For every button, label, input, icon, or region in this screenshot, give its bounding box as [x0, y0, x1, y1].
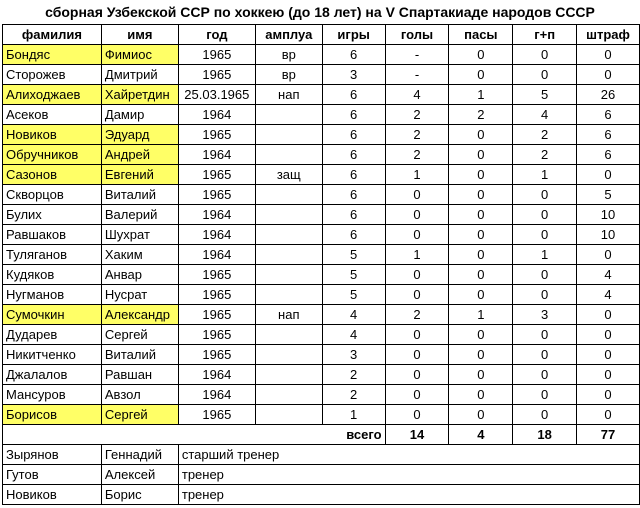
- games-cell: 6: [322, 125, 385, 145]
- role-cell: [255, 285, 322, 305]
- player-row: [3, 145, 640, 165]
- pim-cell: 0: [577, 345, 640, 365]
- year-cell: 1965: [178, 345, 255, 365]
- name-cell: Шухрат: [101, 225, 178, 245]
- year-cell: 1964: [178, 225, 255, 245]
- points-cell: 0: [513, 385, 577, 405]
- goals-cell: 0: [385, 405, 449, 425]
- year-cell: 1964: [178, 365, 255, 385]
- goals-cell: 0: [385, 365, 449, 385]
- pim-cell: 0: [577, 365, 640, 385]
- surname-cell: Джалалов: [3, 365, 102, 385]
- year-cell: 1964: [178, 205, 255, 225]
- name-cell: Виталий: [101, 345, 178, 365]
- points-cell: 0: [513, 365, 577, 385]
- role-cell: [255, 245, 322, 265]
- name-cell: Дмитрий: [101, 65, 178, 85]
- column-header: штраф: [577, 25, 640, 45]
- surname-cell: Дударев: [3, 325, 102, 345]
- year-cell: 1965: [178, 45, 255, 65]
- staff-surname: Гутов: [3, 465, 102, 485]
- pim-cell: 4: [577, 285, 640, 305]
- points-cell: 4: [513, 105, 577, 125]
- role-cell: [255, 405, 322, 425]
- points-cell: 0: [513, 265, 577, 285]
- surname-cell: Туляганов: [3, 245, 102, 265]
- surname-cell: Сторожев: [3, 65, 102, 85]
- surname-cell: Бондяс: [3, 45, 102, 65]
- role-cell: защ: [255, 165, 322, 185]
- player-row: [3, 385, 640, 405]
- name-cell: Фимиос: [101, 45, 178, 65]
- pim-cell: 26: [577, 85, 640, 105]
- year-cell: 1965: [178, 165, 255, 185]
- name-cell: Равшан: [101, 365, 178, 385]
- name-cell: Евгений: [101, 165, 178, 185]
- assists-cell: 0: [449, 65, 513, 85]
- points-cell: 0: [513, 285, 577, 305]
- total-pim: 77: [577, 425, 640, 445]
- points-cell: 2: [513, 145, 577, 165]
- name-cell: Сергей: [101, 325, 178, 345]
- player-row: [3, 165, 640, 185]
- player-row: [3, 125, 640, 145]
- assists-cell: 0: [449, 145, 513, 165]
- role-cell: [255, 125, 322, 145]
- player-row: [3, 205, 640, 225]
- year-cell: 1965: [178, 265, 255, 285]
- table-title: сборная Узбекской ССР по хоккею (до 18 лет) на V Спартакиаде народов СССР: [45, 4, 595, 20]
- goals-cell: 2: [385, 125, 449, 145]
- points-cell: 5: [513, 85, 577, 105]
- games-cell: 4: [322, 325, 385, 345]
- role-cell: [255, 145, 322, 165]
- year-cell: 1964: [178, 245, 255, 265]
- name-cell: Эдуард: [101, 125, 178, 145]
- year-cell: 1964: [178, 105, 255, 125]
- player-row: [3, 405, 640, 425]
- pim-cell: 0: [577, 165, 640, 185]
- assists-cell: 0: [449, 225, 513, 245]
- staff-row: [3, 485, 640, 505]
- pim-cell: 0: [577, 305, 640, 325]
- player-row: [3, 365, 640, 385]
- surname-cell: Равшаков: [3, 225, 102, 245]
- assists-cell: 0: [449, 185, 513, 205]
- player-row: [3, 265, 640, 285]
- goals-cell: 1: [385, 245, 449, 265]
- player-row: [3, 305, 640, 325]
- goals-cell: 0: [385, 185, 449, 205]
- games-cell: 5: [322, 285, 385, 305]
- name-cell: Анвар: [101, 265, 178, 285]
- surname-cell: Сумочкин: [3, 305, 102, 325]
- pim-cell: 4: [577, 265, 640, 285]
- games-cell: 6: [322, 105, 385, 125]
- games-cell: 1: [322, 405, 385, 425]
- year-cell: 1965: [178, 285, 255, 305]
- role-cell: вр: [255, 65, 322, 85]
- pim-cell: 0: [577, 405, 640, 425]
- pim-cell: 0: [577, 45, 640, 65]
- assists-cell: 0: [449, 265, 513, 285]
- name-cell: Сергей: [101, 405, 178, 425]
- games-cell: 6: [322, 85, 385, 105]
- assists-cell: 0: [449, 365, 513, 385]
- points-cell: 3: [513, 305, 577, 325]
- goals-cell: -: [385, 45, 449, 65]
- games-cell: 6: [322, 145, 385, 165]
- year-cell: 1965: [178, 405, 255, 425]
- games-cell: 6: [322, 225, 385, 245]
- assists-cell: 0: [449, 205, 513, 225]
- pim-cell: 0: [577, 245, 640, 265]
- goals-cell: 4: [385, 85, 449, 105]
- pim-cell: 10: [577, 225, 640, 245]
- staff-name: Алексей: [101, 465, 178, 485]
- goals-cell: -: [385, 65, 449, 85]
- role-cell: [255, 225, 322, 245]
- games-cell: 6: [322, 45, 385, 65]
- staff-row: [3, 445, 640, 465]
- player-row: [3, 245, 640, 265]
- name-cell: Дамир: [101, 105, 178, 125]
- roster-table: [2, 24, 640, 505]
- games-cell: 2: [322, 365, 385, 385]
- pim-cell: 5: [577, 185, 640, 205]
- role-cell: [255, 325, 322, 345]
- assists-cell: 0: [449, 325, 513, 345]
- surname-cell: Булих: [3, 205, 102, 225]
- role-cell: [255, 185, 322, 205]
- goals-cell: 0: [385, 205, 449, 225]
- staff-name: Борис: [101, 485, 178, 505]
- points-cell: 0: [513, 205, 577, 225]
- goals-cell: 0: [385, 285, 449, 305]
- assists-cell: 0: [449, 285, 513, 305]
- player-row: [3, 185, 640, 205]
- total-goals: 14: [385, 425, 449, 445]
- points-cell: 1: [513, 165, 577, 185]
- staff-row: [3, 465, 640, 485]
- player-row: [3, 105, 640, 125]
- column-header: фамилия: [3, 25, 102, 45]
- player-row: [3, 325, 640, 345]
- role-cell: [255, 385, 322, 405]
- role-cell: [255, 345, 322, 365]
- pim-cell: 6: [577, 105, 640, 125]
- name-cell: Авзол: [101, 385, 178, 405]
- points-cell: 0: [513, 225, 577, 245]
- surname-cell: Кудяков: [3, 265, 102, 285]
- games-cell: 6: [322, 165, 385, 185]
- role-cell: нап: [255, 305, 322, 325]
- points-cell: 0: [513, 45, 577, 65]
- role-cell: вр: [255, 45, 322, 65]
- games-cell: 5: [322, 265, 385, 285]
- goals-cell: 0: [385, 265, 449, 285]
- points-cell: 0: [513, 65, 577, 85]
- staff-surname: Зырянов: [3, 445, 102, 465]
- year-cell: 1965: [178, 325, 255, 345]
- surname-cell: Нугманов: [3, 285, 102, 305]
- player-row: [3, 345, 640, 365]
- assists-cell: 0: [449, 165, 513, 185]
- goals-cell: 1: [385, 165, 449, 185]
- points-cell: 2: [513, 125, 577, 145]
- games-cell: 4: [322, 305, 385, 325]
- assists-cell: 2: [449, 105, 513, 125]
- year-cell: 1965: [178, 65, 255, 85]
- name-cell: Валерий: [101, 205, 178, 225]
- staff-name: Геннадий: [101, 445, 178, 465]
- goals-cell: 0: [385, 225, 449, 245]
- surname-cell: Новиков: [3, 125, 102, 145]
- year-cell: 25.03.1965: [178, 85, 255, 105]
- surname-cell: Мансуров: [3, 385, 102, 405]
- total-assists: 4: [449, 425, 513, 445]
- role-cell: [255, 205, 322, 225]
- year-cell: 1964: [178, 145, 255, 165]
- goals-cell: 0: [385, 325, 449, 345]
- column-header: г+п: [513, 25, 577, 45]
- goals-cell: 2: [385, 145, 449, 165]
- games-cell: 2: [322, 385, 385, 405]
- column-header: пасы: [449, 25, 513, 45]
- surname-cell: Сазонов: [3, 165, 102, 185]
- points-cell: 0: [513, 185, 577, 205]
- total-points: 18: [513, 425, 577, 445]
- header-row: [3, 25, 640, 45]
- games-cell: 6: [322, 185, 385, 205]
- games-cell: 6: [322, 205, 385, 225]
- name-cell: Александр: [101, 305, 178, 325]
- assists-cell: 0: [449, 45, 513, 65]
- column-header: имя: [101, 25, 178, 45]
- games-cell: 3: [322, 345, 385, 365]
- totals-row: [3, 425, 640, 445]
- column-header: голы: [385, 25, 449, 45]
- staff-role: тренер: [178, 465, 639, 485]
- totals-label: всего: [3, 425, 386, 445]
- surname-cell: Обручников: [3, 145, 102, 165]
- staff-role: тренер: [178, 485, 639, 505]
- assists-cell: 1: [449, 85, 513, 105]
- column-header: игры: [322, 25, 385, 45]
- pim-cell: 10: [577, 205, 640, 225]
- player-row: [3, 225, 640, 245]
- name-cell: Андрей: [101, 145, 178, 165]
- surname-cell: Алиходжаев: [3, 85, 102, 105]
- pim-cell: 0: [577, 65, 640, 85]
- games-cell: 5: [322, 245, 385, 265]
- surname-cell: Никитченко: [3, 345, 102, 365]
- name-cell: Нусрат: [101, 285, 178, 305]
- staff-surname: Новиков: [3, 485, 102, 505]
- points-cell: 1: [513, 245, 577, 265]
- name-cell: Хайретдин: [101, 85, 178, 105]
- staff-role: старший тренер: [178, 445, 639, 465]
- surname-cell: Борисов: [3, 405, 102, 425]
- name-cell: Хаким: [101, 245, 178, 265]
- role-cell: [255, 105, 322, 125]
- points-cell: 0: [513, 325, 577, 345]
- assists-cell: 1: [449, 305, 513, 325]
- player-row: [3, 65, 640, 85]
- column-header: год: [178, 25, 255, 45]
- year-cell: 1965: [178, 185, 255, 205]
- player-row: [3, 285, 640, 305]
- column-header: амплуа: [255, 25, 322, 45]
- points-cell: 0: [513, 345, 577, 365]
- name-cell: Виталий: [101, 185, 178, 205]
- year-cell: 1965: [178, 305, 255, 325]
- assists-cell: 0: [449, 405, 513, 425]
- year-cell: 1964: [178, 385, 255, 405]
- goals-cell: 2: [385, 305, 449, 325]
- goals-cell: 2: [385, 105, 449, 125]
- role-cell: нап: [255, 85, 322, 105]
- pim-cell: 0: [577, 385, 640, 405]
- role-cell: [255, 265, 322, 285]
- player-row: [3, 45, 640, 65]
- role-cell: [255, 365, 322, 385]
- points-cell: 0: [513, 405, 577, 425]
- player-row: [3, 85, 640, 105]
- year-cell: 1965: [178, 125, 255, 145]
- games-cell: 3: [322, 65, 385, 85]
- assists-cell: 0: [449, 345, 513, 365]
- pim-cell: 6: [577, 125, 640, 145]
- assists-cell: 0: [449, 245, 513, 265]
- surname-cell: Асеков: [3, 105, 102, 125]
- assists-cell: 0: [449, 385, 513, 405]
- goals-cell: 0: [385, 345, 449, 365]
- pim-cell: 0: [577, 325, 640, 345]
- assists-cell: 0: [449, 125, 513, 145]
- surname-cell: Скворцов: [3, 185, 102, 205]
- pim-cell: 6: [577, 145, 640, 165]
- goals-cell: 0: [385, 385, 449, 405]
